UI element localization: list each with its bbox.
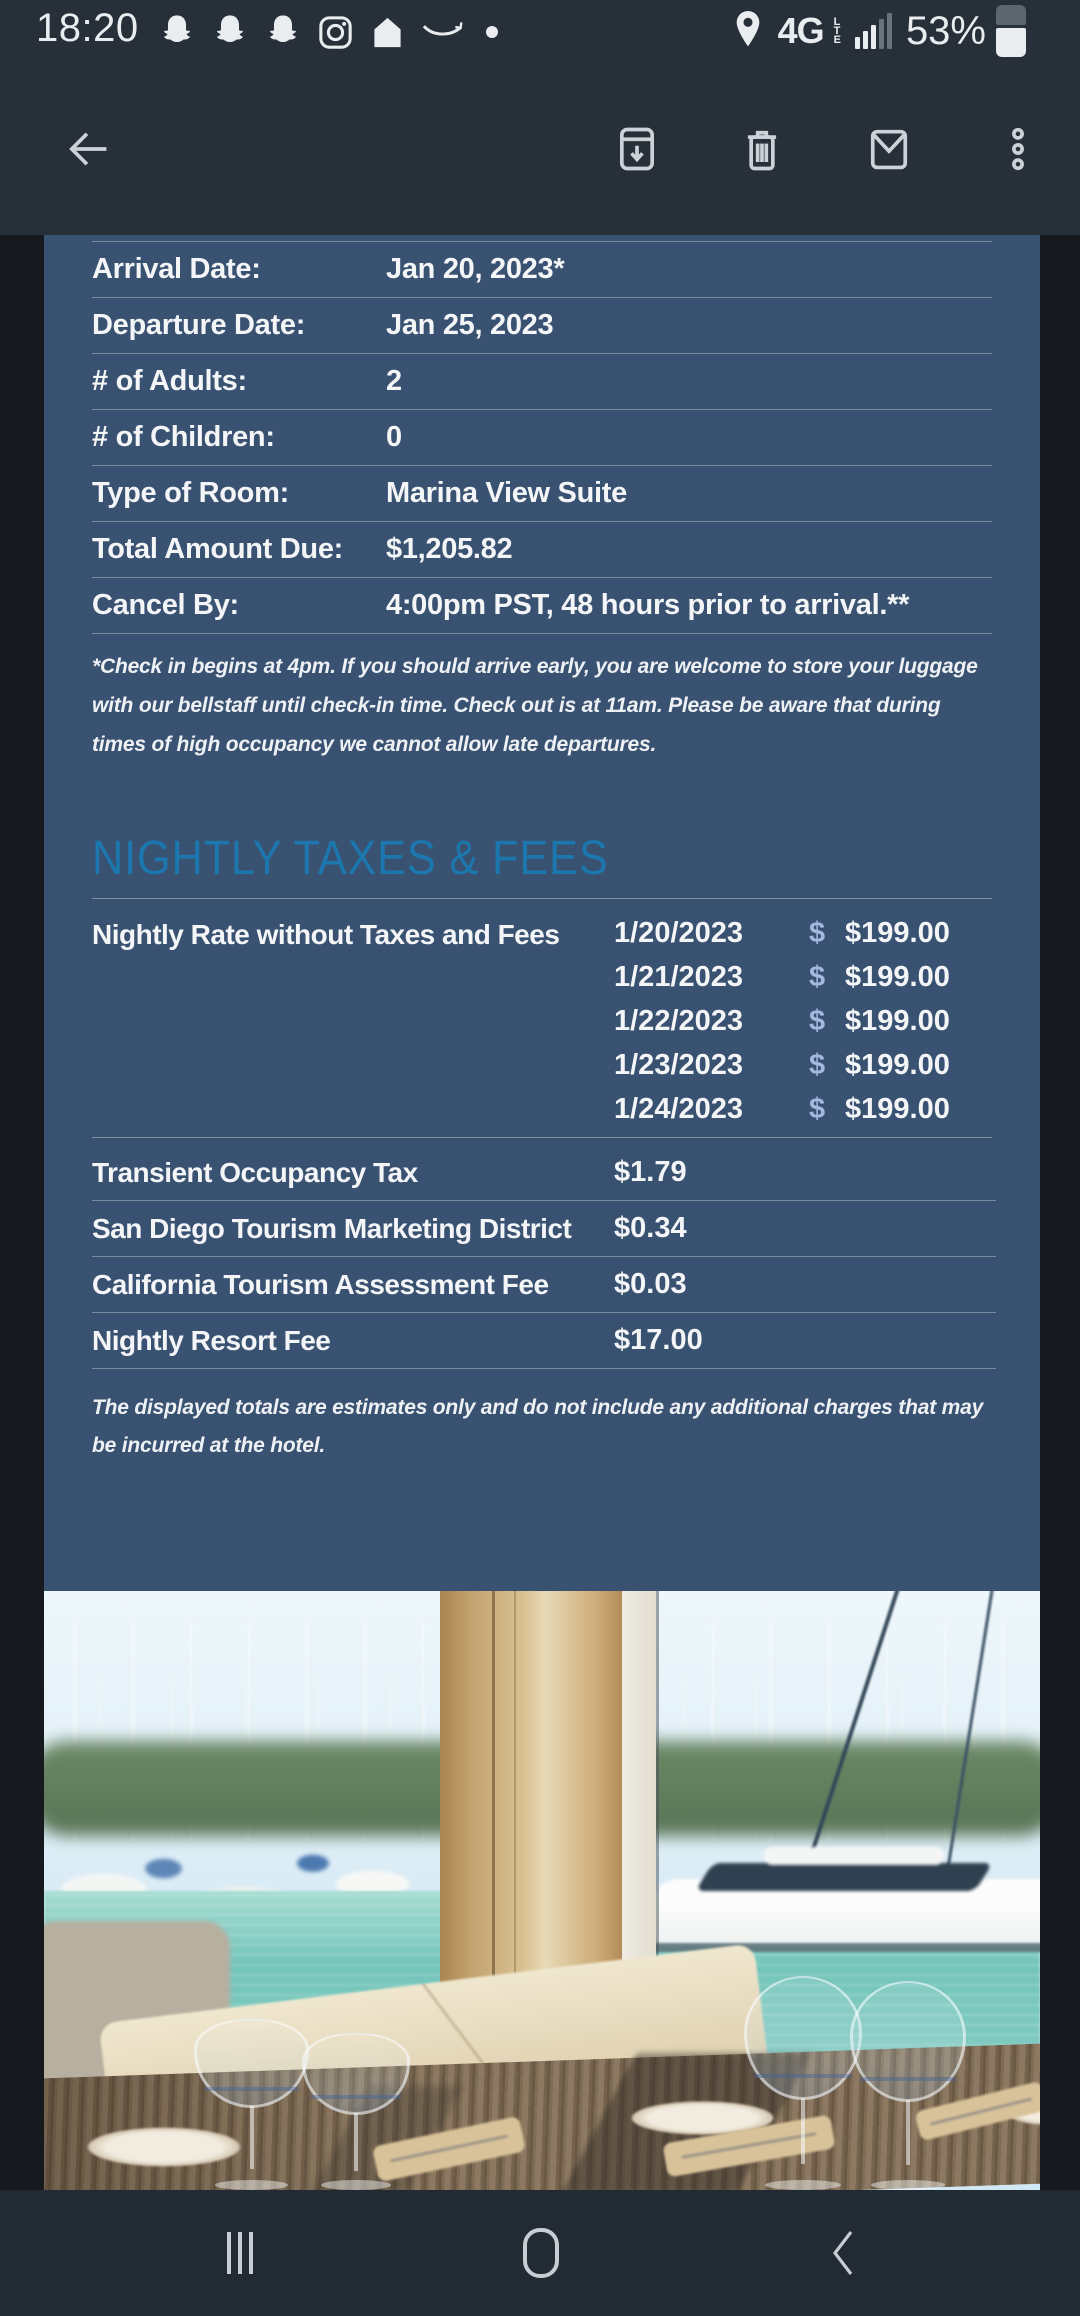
clock: 18:20	[36, 6, 139, 50]
row-label: Cancel By:	[92, 589, 239, 621]
table-row	[92, 409, 992, 465]
checkin-note: *Check in begins at 4pm. If you should arrive early, you are welcome to store your luggage with our bellstaff until check-in time. Check out is at 11am. Please be aware that during times of high occupancy we cannot allow late departures.	[92, 655, 978, 756]
currency-symbol: $	[809, 1048, 826, 1081]
fee-row	[92, 1257, 996, 1313]
currency-symbol: $	[809, 960, 826, 993]
battery-icon	[996, 5, 1026, 57]
rate-amount: $199.00	[845, 960, 950, 993]
divider	[92, 898, 992, 899]
instagram-icon	[317, 14, 354, 51]
row-label: # of Children:	[92, 421, 275, 453]
fee-row	[92, 1145, 996, 1201]
row-value: 4:00pm PST, 48 hours prior to arrival.**	[386, 589, 910, 621]
divider	[92, 1137, 992, 1138]
rate-date: 1/23/2023	[614, 1048, 744, 1081]
row-label: Departure Date:	[92, 309, 306, 341]
nightly-rates-block	[92, 911, 996, 1131]
rate-date: 1/24/2023	[614, 1092, 744, 1125]
fee-amount: $17.00	[614, 1324, 703, 1356]
row-label: Arrival Date:	[92, 253, 261, 285]
wine-glass	[850, 1981, 966, 2190]
email-body	[44, 235, 1040, 1591]
row-label: # of Adults:	[92, 365, 247, 397]
fee-label: Transient Occupancy Tax	[92, 1156, 418, 1188]
table-row	[92, 465, 992, 521]
fee-row	[92, 1201, 996, 1257]
signal-strength-icon	[855, 13, 892, 49]
table-row	[92, 297, 992, 353]
snapchat-icon	[158, 12, 196, 52]
rate-row	[614, 955, 996, 999]
email-toolbar	[0, 62, 1080, 235]
currency-symbol: $	[809, 1092, 826, 1125]
rate-date: 1/20/2023	[614, 916, 744, 949]
taxes-section-heading: NIGHTLY TAXES & FEES	[92, 832, 609, 885]
fee-label: California Tourism Assessment Fee	[92, 1268, 549, 1300]
currency-symbol: $	[809, 916, 826, 949]
yacht-cabin	[695, 1863, 992, 1891]
rate-amount: $199.00	[845, 1004, 950, 1037]
fee-label: San Diego Tourism Marketing District	[92, 1212, 572, 1244]
notification-icons	[158, 11, 498, 53]
home-button[interactable]	[514, 2226, 568, 2280]
recents-button[interactable]	[213, 2226, 267, 2280]
status-bar	[0, 0, 1080, 62]
archive-download-button[interactable]	[611, 123, 663, 175]
row-value: $1,205.82	[386, 533, 513, 565]
rate-date: 1/22/2023	[614, 1004, 744, 1037]
home-app-icon	[369, 14, 406, 51]
lte-label: L T E	[833, 15, 841, 46]
network-type-label: 4G	[777, 10, 824, 51]
fees-table	[92, 1145, 996, 1369]
fee-amount: $1.79	[614, 1156, 687, 1188]
currency-symbol: $	[809, 1004, 826, 1037]
dot-icon	[486, 26, 498, 38]
white-yacht	[644, 1879, 1040, 1945]
fee-amount: $0.03	[614, 1268, 687, 1300]
fee-row	[92, 1313, 996, 1369]
wine-glass	[744, 1976, 862, 2190]
row-value: Marina View Suite	[386, 477, 627, 509]
location-pin-icon	[732, 9, 764, 54]
amazon-icon	[421, 17, 465, 47]
reservation-table	[92, 241, 992, 634]
wine-glass	[302, 2033, 410, 2190]
table-row	[92, 241, 992, 297]
row-label: Type of Room:	[92, 477, 289, 509]
delete-button[interactable]	[736, 123, 788, 175]
row-value: 0	[386, 421, 402, 453]
rate-row	[614, 1043, 996, 1087]
row-value: 2	[386, 365, 402, 397]
status-indicators	[732, 5, 1026, 57]
android-nav-bar	[0, 2190, 1080, 2316]
rate-row	[614, 1087, 996, 1131]
rate-amount: $199.00	[845, 1092, 950, 1125]
row-value: Jan 20, 2023*	[386, 253, 565, 285]
rate-amount: $199.00	[845, 1048, 950, 1081]
back-nav-button[interactable]	[818, 2226, 872, 2280]
yacht-roof	[764, 1847, 944, 1865]
nightly-rates-list	[614, 911, 996, 1131]
table-row	[92, 577, 992, 633]
nightly-rate-label: Nightly Rate without Taxes and Fees	[92, 919, 560, 950]
table-row	[92, 521, 992, 577]
table-row	[92, 353, 992, 409]
wine-glass	[194, 2019, 309, 2190]
back-button[interactable]	[62, 123, 114, 175]
fee-label: Nightly Resort Fee	[92, 1324, 331, 1356]
totals-disclaimer: The displayed totals are estimates only and do not include any additional charges that may be incurred at the hotel.	[92, 1396, 984, 1457]
overflow-menu-button[interactable]	[992, 123, 1044, 175]
battery-percent-label: 53%	[905, 8, 986, 53]
mail-envelope-button[interactable]	[863, 123, 915, 175]
fee-amount: $0.34	[614, 1212, 687, 1244]
snapchat-icon	[264, 12, 302, 52]
rate-date: 1/21/2023	[614, 960, 744, 993]
rate-amount: $199.00	[845, 916, 950, 949]
row-label: Total Amount Due:	[92, 533, 344, 565]
row-value: Jan 25, 2023	[386, 309, 554, 341]
rate-row	[614, 911, 996, 955]
rate-row	[614, 999, 996, 1043]
snapchat-icon	[211, 12, 249, 52]
marina-restaurant-photo	[44, 1591, 1040, 2190]
